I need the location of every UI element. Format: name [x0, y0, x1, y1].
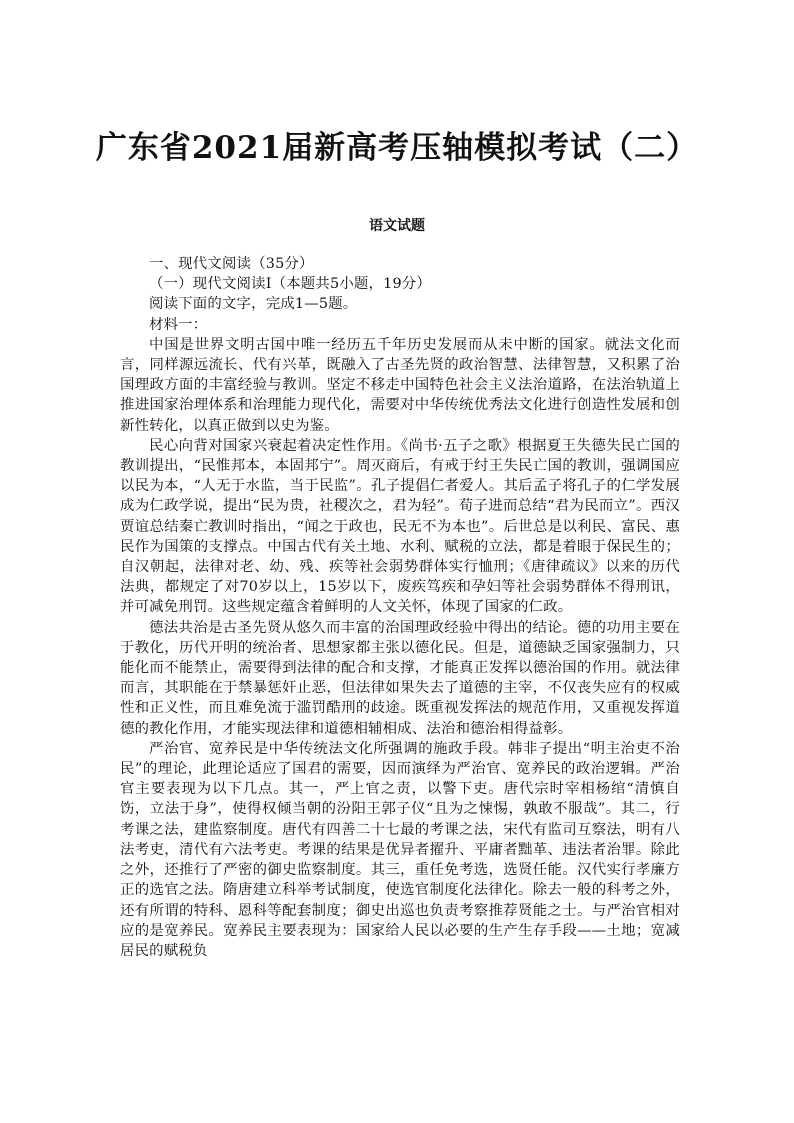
- paragraph: 严治官、宽养民是中华传统法文化所强调的施政手段。韩非子提出“明主治吏不治民”的理论，此理论适应了国君的需要，因而演绎为严治官、宽养民的政治逻辑。严治官主要表现为以下几点。其一，严上官之责，以警下吏。唐代宗时宰相杨绾“清慎自饬，立法于身”，使得权倾当朝的汾阳王郭子仪“且为之悚惕，孰敢不服哉”。其二，行考课之法，建监察制度。唐代有四善二十七最的考课之法，宋代有监司互察法，明有八法考吏，清代有六法考吏。考课的结果是优异者擢升、平庸者黜革、违法者治罪。除此之外，还推行了严密的御史监察制度。其三，重任免考选，选贤任能。汉代实行孝廉方正的选官之法。隋唐建立科举考试制度，使选官制度化法律化。除去一般的科考之外，还有所谓的特科、恩科等配套制度；御史出巡也负责考察推荐贤能之士。与严治官相对应的是宽养民。宽养民主要表现为：国家给人民以必要的生产生存手段——土地；宽减居民的赋税负: [120, 740, 680, 959]
- document-body: [120, 254, 680, 961]
- paragraph: 中国是世界文明古国中唯一经历五千年历史发展而从未中断的国家。就法文化而言，同样源远流长、代有兴革，既融入了古圣先贤的政治智慧、法律智慧，又积累了治国理政方面的丰富经验与教训。坚定不移走中国特色社会主义法治道路，在法治轨道上推进国家治理体系和治理能力现代化，需要对中华传统优秀法文化进行创造性发展和创新性转化，以真正做到以史为鉴。: [120, 336, 680, 434]
- document-subtitle: 语文试题: [369, 218, 425, 234]
- section-heading: 一、现代文阅读（35分）: [149, 256, 314, 272]
- paragraph: 民心向背对国家兴衰起着决定性作用。《尚书·五子之歌》根据夏王失德失民亡国的教训提出，“民惟邦本，本固邦宁”。周灭商后，有戒于纣王失民亡国的教训，强调国应以民为本，“人无于水监，当于民监”。孔子提倡仁者爱人。其后孟子将孔子的仁学发展成为仁政学说，提出“民为贵，社稷次之，君为轻”。荀子进而总结“君为民而立”。西汉贾谊总结秦亡教训时指出，“闻之于政也，民无不为本也”。后世总是以利民、富民、惠民作为国策的支撑点。中国古代有关土地、水利、赋税的立法，都是着眼于保民生的；自汉朝起，法律对老、幼、残、疾等社会弱势群体实行恤刑；《唐律疏议》以来的历代法典，都规定了对70岁以上，15岁以下，废疾笃疾和孕妇等社会弱势群体不得刑讯，并可减免刑罚。这些规定蕴含着鲜明的人文关怀，体现了国家的仁政。: [120, 437, 680, 616]
- document-title: 广东省2021届新高考压轴模拟考试（二）: [95, 130, 699, 166]
- paragraph: 德法共治是古圣先贤从悠久而丰富的治国理政经验中得出的结论。德的功用主要在于教化，历代开明的统治者、思想家都主张以德化民。但是，道德缺乏国家强制力，只能化而不能禁止，需要得到法律的配合和支撑，才能真正发挥以德治国的作用。就法律而言，其职能在于禁暴惩奸止恶，但法律如果失去了道德的主宰，不仅丧失应有的权威性和正义性，而且难免流于滥罚酷刑的歧途。既重视发挥法的规范作用，又重视发挥道德的教化作用，才能实现法律和道德相辅相成、法治和德治相得益彰。: [120, 619, 680, 737]
- instruction-text: 阅读下面的文字，完成1—5题。: [149, 296, 358, 313]
- subsection-heading: （一）现代文阅读Ⅰ（本题共5小题，19分）: [149, 276, 431, 293]
- material-label: 材料一：: [149, 316, 208, 333]
